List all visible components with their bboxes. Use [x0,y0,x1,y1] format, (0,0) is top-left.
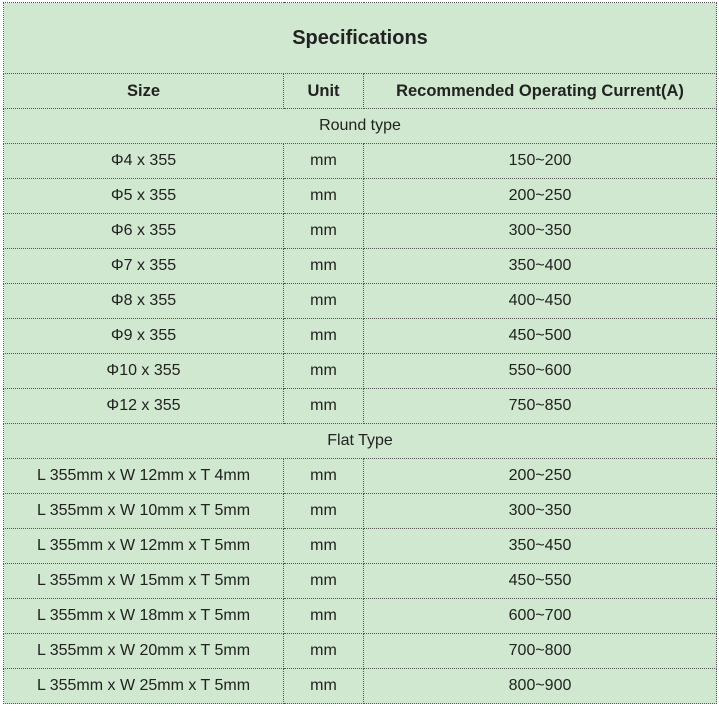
header-current: Recommended Operating Current(A) [364,74,717,109]
table-row [4,354,717,389]
cell-unit: mm [284,319,364,354]
specifications-table-container [3,2,716,704]
cell-current: 300~350 [364,214,717,249]
table-row [4,564,717,599]
cell-unit: mm [284,494,364,529]
specifications-table [3,2,717,704]
cell-current: 750~850 [364,389,717,424]
cell-current: 550~600 [364,354,717,389]
cell-size: L 355mm x W 20mm x T 5mm [4,634,284,669]
cell-unit: mm [284,214,364,249]
table-row [4,179,717,214]
table-row [4,494,717,529]
cell-current: 400~450 [364,284,717,319]
cell-unit: mm [284,284,364,319]
cell-unit: mm [284,144,364,179]
table-row [4,634,717,669]
cell-unit: mm [284,179,364,214]
cell-unit: mm [284,389,364,424]
cell-size: Φ9 x 355 [4,319,284,354]
cell-size: Φ8 x 355 [4,284,284,319]
cell-size: L 355mm x W 10mm x T 5mm [4,494,284,529]
cell-current: 300~350 [364,494,717,529]
title-row [4,3,717,74]
table-row [4,249,717,284]
cell-size: Φ6 x 355 [4,214,284,249]
cell-unit: mm [284,354,364,389]
cell-size: Φ5 x 355 [4,179,284,214]
cell-current: 150~200 [364,144,717,179]
table-row [4,459,717,494]
header-row [4,74,717,109]
table-row [4,319,717,354]
section-label: Round type [4,109,717,144]
cell-current: 700~800 [364,634,717,669]
table-row [4,144,717,179]
cell-unit: mm [284,564,364,599]
cell-unit: mm [284,634,364,669]
cell-size: L 355mm x W 15mm x T 5mm [4,564,284,599]
cell-current: 200~250 [364,179,717,214]
table-row [4,669,717,704]
cell-current: 450~500 [364,319,717,354]
section-label: Flat Type [4,424,717,459]
cell-current: 350~400 [364,249,717,284]
header-unit: Unit [284,74,364,109]
cell-size: L 355mm x W 12mm x T 5mm [4,529,284,564]
section-row [4,424,717,459]
cell-size: Φ12 x 355 [4,389,284,424]
cell-current: 800~900 [364,669,717,704]
cell-unit: mm [284,599,364,634]
table-row [4,214,717,249]
cell-size: L 355mm x W 25mm x T 5mm [4,669,284,704]
cell-size: Φ4 x 355 [4,144,284,179]
table-title: Specifications [4,3,717,74]
table-body [4,109,717,704]
cell-current: 600~700 [364,599,717,634]
cell-size: Φ7 x 355 [4,249,284,284]
section-row [4,109,717,144]
cell-unit: mm [284,459,364,494]
cell-unit: mm [284,669,364,704]
table-row [4,284,717,319]
cell-size: Φ10 x 355 [4,354,284,389]
table-row [4,389,717,424]
header-size: Size [4,74,284,109]
cell-unit: mm [284,529,364,564]
cell-current: 350~450 [364,529,717,564]
cell-unit: mm [284,249,364,284]
cell-current: 200~250 [364,459,717,494]
cell-current: 450~550 [364,564,717,599]
table-row [4,599,717,634]
cell-size: L 355mm x W 18mm x T 5mm [4,599,284,634]
table-row [4,529,717,564]
cell-size: L 355mm x W 12mm x T 4mm [4,459,284,494]
